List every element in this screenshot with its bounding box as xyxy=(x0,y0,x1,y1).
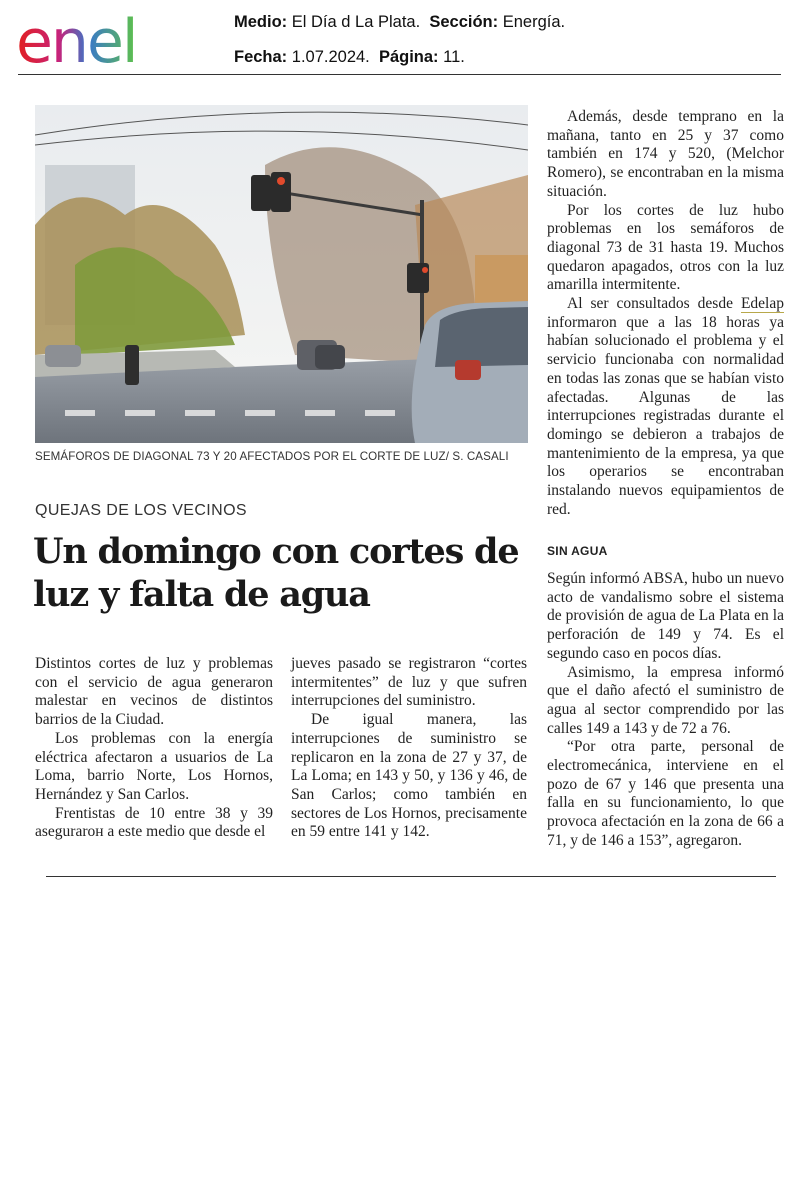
footer-rule xyxy=(46,876,776,877)
medio-value: El Día d La Plata. xyxy=(291,13,421,31)
seccion-value: Energía. xyxy=(502,13,566,31)
street-photo xyxy=(35,105,528,443)
paragraph-start: Al ser consultados desde xyxy=(567,295,741,313)
body-column-1 xyxy=(35,655,273,842)
headline: Un domingo con cortes de luz y falta de agua xyxy=(33,531,519,615)
paragraph: Por los cortes de luz hubo problemas en los semáforos de diagonal 73 de 31 hasta 19. Muchos quedaron apagados, otros con la luz amarilla intermitente. xyxy=(547,201,784,294)
enel-logo xyxy=(14,6,184,72)
paragraph: jueves pasado se registraron “cortes intermitentes” de luz y que sufren interrupciones del suministro. xyxy=(291,655,527,710)
header-rule xyxy=(18,74,781,75)
paragraph: De igual manera, las interrupciones de suministro se replicaron en la zona de 27 y 37, de La Loma; en 143 y 50, y 136 y 46, de San Carlos; como también en sectores de Los Hornos, precisamente en 59 entre 141 y 142. xyxy=(291,711,527,841)
subhead-sin-agua: SIN AGUA xyxy=(547,544,608,558)
body-column-4 xyxy=(547,570,784,851)
paragraph: Distintos cortes de luz y problemas con el servicio de agua generaron malestar en vecinos de distintos barrios de la Ciudad. xyxy=(35,655,273,729)
paragraph: Frentistas de 10 entre 38 y 39 asegurarон a este medio que desde el xyxy=(35,804,273,841)
pagina-label: Página: xyxy=(378,48,439,66)
paragraph-end: informaron que a las 18 horas ya habían solucionado el problema y el servicio funcionaba con normalidad en todas las zonas que se habían visto afectadas. Algunas de las interrupciones registradas durante el domingo se debieron a trabajos de mantenimiento de la empresa, ya que los operarios se encontraban instalando nuevos equipamientos de red. xyxy=(547,313,784,518)
svg-text:enel: enel xyxy=(16,7,137,72)
paragraph: “Por otra parte, personal de electromecánica, interviene en el pozo de 67 y 146 que presenta una falla en su funcionamiento, lo que provoca afectación en la zona de 66 a 71, y de 146 a 153”, agregaron. xyxy=(547,738,784,849)
paragraph: Además, desde temprano en la mañana, tanto en 25 y 37 como también en 174 y 520, (Melchor Romero), se encontraban en la misma situación. xyxy=(547,108,784,200)
paragraph: Según informó ABSA, hubo un nuevo acto de vandalismo sobre el sistema de provisión de agua de La Plata en la perforación de 149 y 74. Es el segundo caso en pocos días. xyxy=(547,570,784,662)
meta-line-2 xyxy=(234,48,465,67)
fecha-value: 1.07.2024. xyxy=(291,48,370,66)
meta-line-1 xyxy=(234,13,565,32)
kicker: QUEJAS DE LOS VECINOS xyxy=(35,502,248,519)
body-column-2 xyxy=(291,655,527,842)
edelap-highlight: Edelap xyxy=(740,295,784,313)
paragraph xyxy=(547,295,784,519)
photo-caption: SEMÁFOROS DE DIAGONAL 73 Y 20 AFECTADOS POR EL CORTE DE LUZ/ S. CASALI xyxy=(35,450,509,463)
seccion-label: Sección: xyxy=(429,13,499,31)
pagina-value: 11. xyxy=(443,48,465,66)
medio-label: Medio: xyxy=(234,13,288,31)
fecha-label: Fecha: xyxy=(234,48,288,66)
paragraph: Los problemas con la energía eléctrica afectaron a usuarios de La Loma, barrio Norte, Los Hornos, Hernández y San Carlos. xyxy=(35,729,273,803)
body-column-3 xyxy=(547,108,784,519)
paragraph: Asimismo, la empresa informó que el daño afectó el suministro de agua al sector comprendido por las calles 149 a 143 y de 72 a 76. xyxy=(547,663,784,737)
